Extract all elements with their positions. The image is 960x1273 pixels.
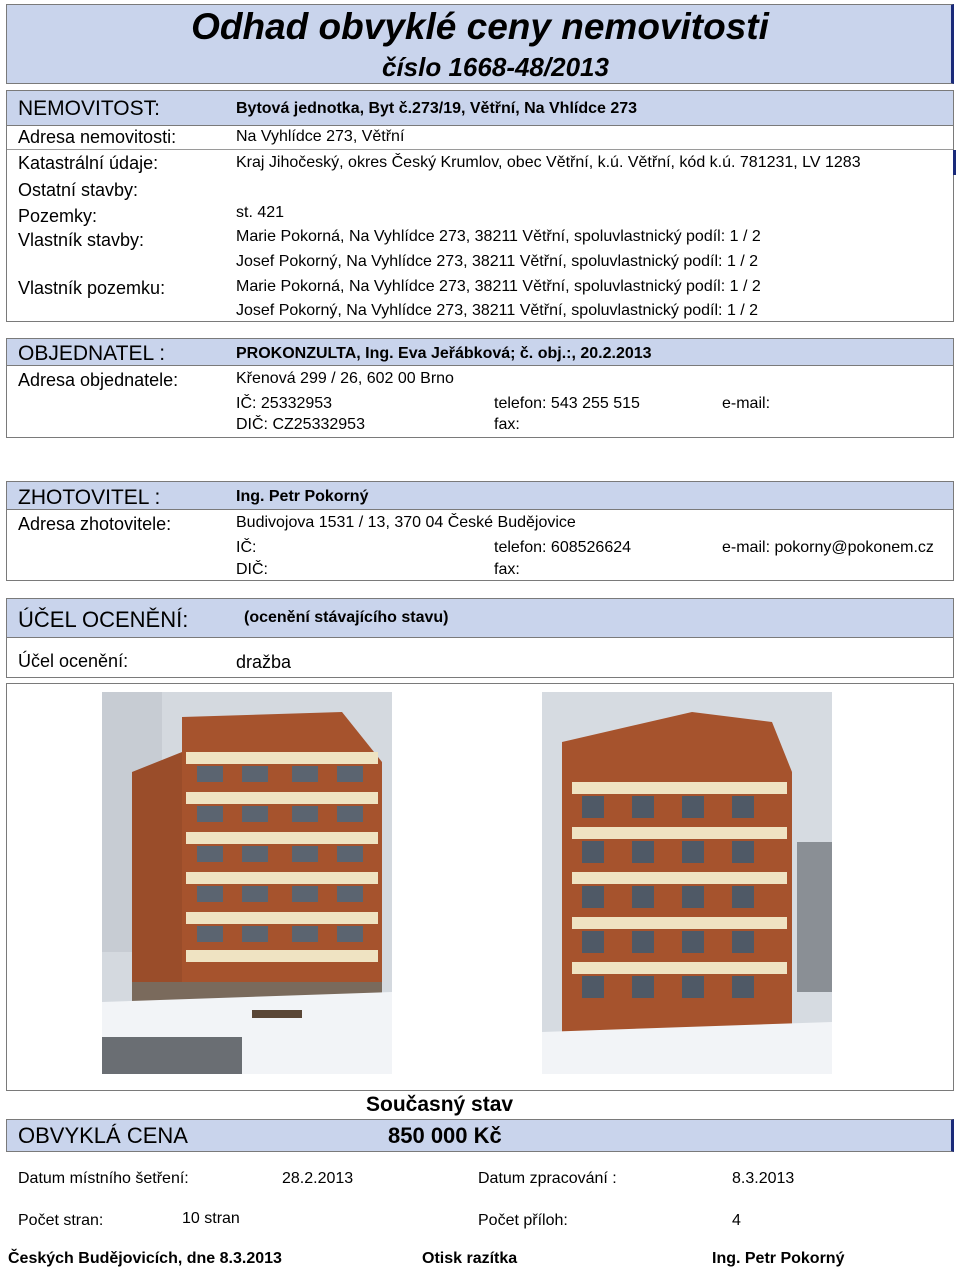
purpose-heading-value: (ocenění stávajícího stavu) xyxy=(244,609,449,626)
building-owner-2: Josef Pokorný, Na Vyhlídce 273, 38211 Větřní, spoluvlastnický podíl: 1 / 2 xyxy=(236,253,759,270)
contractor-email: e-mail: pokorny@pokonem.cz xyxy=(722,539,934,556)
stamp-label: Otisk razítka xyxy=(422,1250,518,1267)
property-address-value: Na Vyhlídce 273, Větřní xyxy=(236,128,405,145)
land-value: st. 421 xyxy=(236,204,285,221)
land-owner-1: Marie Pokorná, Na Vyhlídce 273, 38211 Větřní, spoluvlastnický podíl: 1 / 2 xyxy=(236,278,761,295)
client-heading-value: PROKONZULTA, Ing. Eva Jeřábková; č. obj.:, 20.2.2013 xyxy=(236,345,652,362)
price-label: OBVYKLÁ CENA xyxy=(18,1123,188,1148)
other-buildings-label: Ostatní stavby: xyxy=(18,180,139,200)
attachments-label: Počet příloh: xyxy=(478,1212,568,1229)
property-heading-value: Bytová jednotka, Byt č.273/19, Větřní, Na Vhlídce 273 xyxy=(236,100,638,117)
cadastral-value: Kraj Jihočeský, okres Český Krumlov, obec Větřní, k.ú. Větřní, kód k.ú. 781231, LV 1283 xyxy=(236,154,861,171)
purpose-label: Účel ocenění: xyxy=(18,651,129,671)
processing-label: Datum zpracování : xyxy=(478,1170,617,1187)
contractor-phone: telefon: 608526624 xyxy=(494,539,632,556)
contractor-address-value: Budivojova 1531 / 13, 370 04 České Budějovice xyxy=(236,514,576,531)
place-date: Českých Budějovicích, dne 8.3.2013 xyxy=(8,1250,282,1267)
building-photo-left xyxy=(102,692,392,1074)
client-heading: OBJEDNATEL : xyxy=(18,342,166,365)
client-address-label: Adresa objednatele: xyxy=(18,370,179,390)
inspection-label: Datum místního šetření: xyxy=(18,1170,189,1187)
land-owner-2: Josef Pokorný, Na Vyhlídce 273, 38211 Větřní, spoluvlastnický podíl: 1 / 2 xyxy=(236,302,759,319)
report-number: číslo 1668-48/2013 xyxy=(382,52,609,82)
client-ic: IČ: 25332953 xyxy=(236,395,333,412)
client-address-value: Křenová 299 / 26, 602 00 Brno xyxy=(236,370,454,387)
pages-label: Počet stran: xyxy=(18,1212,104,1229)
contractor-ic: IČ: xyxy=(236,539,257,556)
land-label: Pozemky: xyxy=(18,206,98,226)
client-fax: fax: xyxy=(494,416,520,433)
property-address-label: Adresa nemovitosti: xyxy=(18,127,177,147)
price-caption: Současný stav xyxy=(366,1093,514,1116)
price-value: 850 000 Kč xyxy=(388,1123,502,1148)
contractor-fax: fax: xyxy=(494,561,520,578)
attachments-value: 4 xyxy=(732,1212,741,1229)
land-owner-label: Vlastník pozemku: xyxy=(18,278,166,298)
pages-value: 10 stran xyxy=(182,1210,240,1227)
purpose-value: dražba xyxy=(236,652,292,672)
client-email: e-mail: xyxy=(722,395,771,412)
inspection-date: 28.2.2013 xyxy=(282,1170,354,1187)
contractor-heading-value: Ing. Petr Pokorný xyxy=(236,488,369,505)
signature-name: Ing. Petr Pokorný xyxy=(712,1250,845,1267)
client-phone: telefon: 543 255 515 xyxy=(494,395,640,412)
processing-date: 8.3.2013 xyxy=(732,1170,795,1187)
building-photo-right xyxy=(542,692,832,1074)
property-heading: NEMOVITOST: xyxy=(18,97,160,120)
report-title: Odhad obvyklé ceny nemovitosti xyxy=(191,6,769,47)
client-dic: DIČ: CZ25332953 xyxy=(236,416,365,433)
contractor-dic: DIČ: xyxy=(236,561,268,578)
contractor-address-label: Adresa zhotovitele: xyxy=(18,514,172,534)
building-owner-1: Marie Pokorná, Na Vyhlídce 273, 38211 Větřní, spoluvlastnický podíl: 1 / 2 xyxy=(236,228,761,245)
cadastral-label: Katastrální údaje: xyxy=(18,153,159,173)
building-owner-label: Vlastník stavby: xyxy=(18,230,145,250)
contractor-heading: ZHOTOVITEL : xyxy=(18,486,161,509)
purpose-heading: ÚČEL OCENĚNÍ: xyxy=(18,607,189,632)
